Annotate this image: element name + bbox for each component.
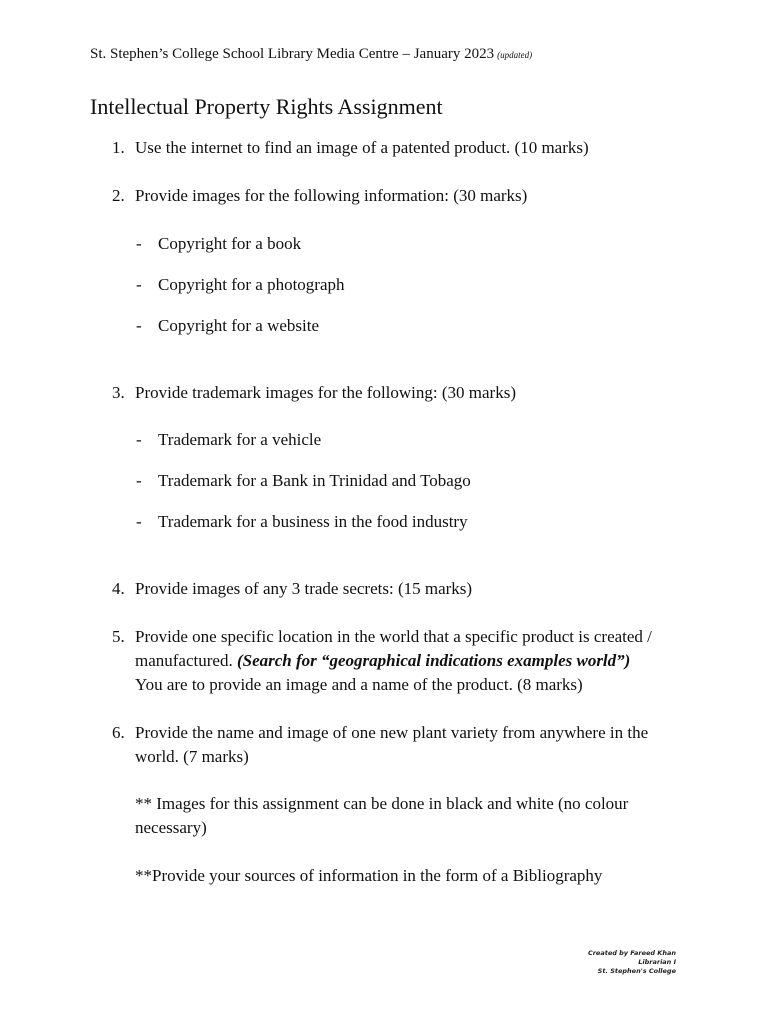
bullet-text: Copyright for a book [158,234,302,253]
item-number: 4. [112,579,125,598]
note-bibliography: **Provide your sources of information in the form of a Bibliography [135,866,603,885]
copyright-bullet-book [136,232,301,256]
trademark-bullet-food-business [136,510,468,534]
item-text: Provide images for the following information: (30 marks) [135,186,528,205]
assignment-item-6 [112,721,672,769]
item-text [135,625,672,697]
credit-institution: St. Stephen's College [597,967,676,975]
bullet-text: Trademark for a business in the food industry [158,512,468,531]
credits-block [588,949,676,976]
item-number: 3. [112,383,125,402]
header-updated-note: (updated) [497,50,533,60]
trademark-bullet-vehicle [136,428,321,452]
item-number: 2. [112,186,125,205]
page-header [90,46,532,63]
bullet-text: Copyright for a website [158,316,319,335]
search-hint: (Search for “geographical indications examples world”) [236,651,631,670]
item-text-main: Provide one specific location in the world that a specific product is created / manufactured. [135,627,652,670]
header-text: St. Stephen’s College School Library Media Centre – January 2023 [90,46,495,62]
assignment-item-2 [112,184,672,208]
item-text: Provide the name and image of one new plant variety from anywhere in the world. (7 marks) [135,723,649,766]
item-text: Use the internet to find an image of a patented product. (10 marks) [135,138,589,157]
item-number: 5. [112,627,125,646]
bullet-marker: - [136,430,142,449]
credit-author: Created by Fareed Khan [587,949,676,957]
assignment-item-1 [112,136,672,160]
item-text: Provide images of any 3 trade secrets: (15 marks) [135,579,473,598]
item-number: 6. [112,723,125,742]
copyright-bullet-photograph [136,273,345,297]
bullet-text: Trademark for a Bank in Trinidad and Tobago [158,471,471,490]
bullet-marker: - [136,512,142,531]
note-black-and-white: ** Images for this assignment can be done in black and white (no colour necessary) [135,794,629,837]
bullet-marker: - [136,275,142,294]
assignment-item-4 [112,577,672,601]
bullet-text: Trademark for a vehicle [158,430,322,449]
item-text-instruction: You are to provide an image and a name of the product. (8 marks) [135,675,583,694]
item-number: 1. [112,138,125,157]
item-text: Provide trademark images for the following: (30 marks) [135,383,516,402]
bullet-marker: - [136,316,142,335]
bullet-marker: - [136,234,142,253]
assignment-item-3 [112,381,672,405]
assignment-item-5 [112,625,672,697]
credit-role: Librarian I [638,958,676,966]
page-title: Intellectual Property Rights Assignment [90,94,443,119]
trademark-bullet-bank [136,469,471,493]
bullet-text: Copyright for a photograph [158,275,345,294]
bullet-marker: - [136,471,142,490]
copyright-bullet-website [136,314,319,338]
